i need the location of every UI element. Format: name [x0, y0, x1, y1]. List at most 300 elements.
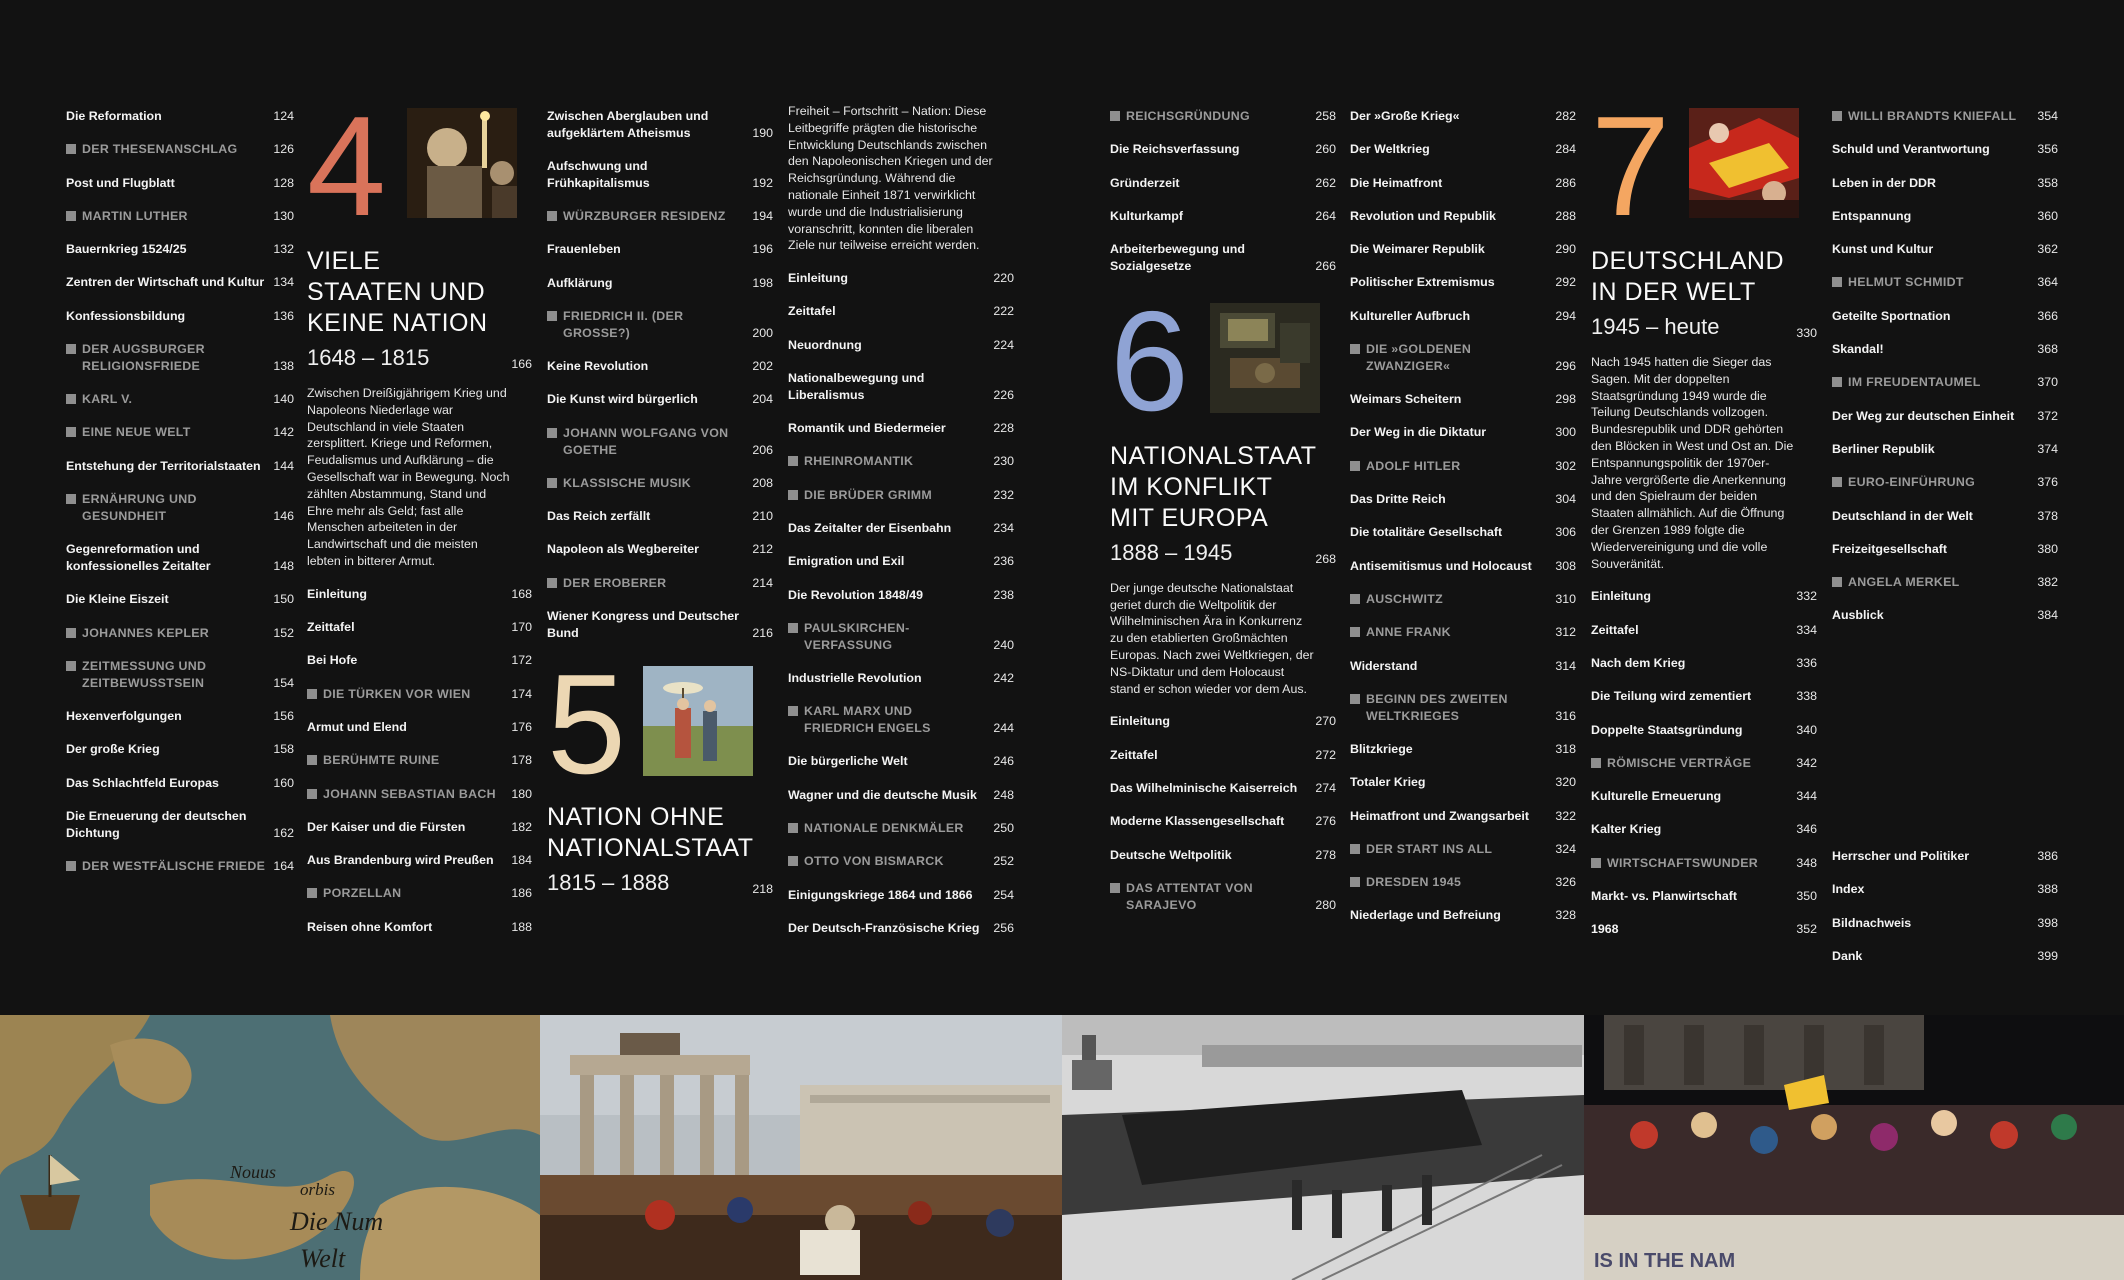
feature-entry[interactable] — [788, 453, 1014, 470]
entry-title: JOHANN SEBASTIAN BACH — [307, 786, 504, 803]
feature-entry[interactable] — [66, 424, 294, 441]
entry-title: Widerstand — [1350, 658, 1418, 673]
entry-page-number: 210 — [752, 509, 773, 524]
entry-page-number: 360 — [2037, 208, 2058, 223]
toc-entry[interactable] — [1110, 175, 1336, 192]
toc-entry[interactable] — [788, 553, 1014, 570]
toc-entry[interactable] — [1350, 741, 1576, 758]
toc-entry[interactable] — [1350, 208, 1576, 225]
chapter-4-intro: Zwischen Dreißigjährigem Krieg und Napoleons Niederlage war Deutschland in viele Staaten zersplittert. Kriege und Reformen, Feudalismus und Aufklärung – die Gesellschaft war in Bewegung. Noch zählten Abstammung, Stand und Ehre mehr als Geld; fast alle Menschen arbeiteten in der Landwirtschaft und die meisten lebten in bitterer Armut. — [307, 386, 510, 568]
toc-entry[interactable] — [547, 275, 773, 292]
feature-entry[interactable] — [66, 391, 294, 408]
entry-page-number: 314 — [1555, 658, 1576, 673]
entry-title: FRIEDRICH II. (DER GROSSE?) — [547, 308, 752, 342]
toc-entry[interactable] — [1110, 241, 1336, 275]
feature-entry[interactable] — [547, 575, 773, 592]
entry-page-number: 216 — [752, 625, 773, 640]
entry-page-number: 296 — [1555, 358, 1576, 373]
entry-title: Emigration und Exil — [788, 554, 905, 569]
toc-entry[interactable] — [66, 591, 294, 608]
entry-page-number: 214 — [752, 575, 773, 590]
toc-entry[interactable] — [1110, 847, 1336, 864]
toc-entry[interactable] — [1591, 688, 1817, 705]
toc-entry[interactable] — [1832, 341, 2058, 358]
chapter-7-header — [1591, 87, 1817, 246]
entry-page-number: 290 — [1555, 242, 1576, 257]
toc-entry[interactable] — [1350, 274, 1576, 291]
toc-entry[interactable] — [1832, 408, 2058, 425]
feature-entry[interactable] — [547, 308, 773, 342]
entry-title: DIE »GOLDENEN ZWANZIGER« — [1350, 341, 1555, 375]
entry-page-number: 286 — [1555, 175, 1576, 190]
entry-page-number: 188 — [511, 919, 532, 934]
entry-page-number: 312 — [1555, 625, 1576, 640]
entry-title: DRESDEN 1945 — [1350, 874, 1469, 891]
toc-entry[interactable] — [547, 508, 773, 525]
entry-page-number: 132 — [273, 242, 294, 257]
toc-column-3 — [547, 108, 773, 910]
entry-title: KLASSISCHE MUSIK — [547, 475, 699, 492]
entry-page-number: 344 — [1796, 789, 1817, 804]
entry-title: Industrielle Revolution — [788, 671, 922, 686]
chapter-number: 5 — [547, 644, 626, 804]
entry-page-number: 376 — [2037, 475, 2058, 490]
feature-entry[interactable] — [66, 208, 294, 225]
feature-entry[interactable] — [66, 491, 294, 525]
chapter-6-header — [1110, 281, 1336, 441]
chapter-7-title: DEUTSCHLAND IN DER WELT — [1591, 247, 1785, 306]
entry-title: IM FREUDENTAUMEL — [1832, 374, 1989, 391]
toc-entry[interactable] — [66, 541, 294, 575]
chapter-7-entries — [1591, 588, 1817, 938]
toc-entry[interactable] — [1350, 391, 1576, 408]
entry-title: Das Schlachtfeld Europas — [66, 775, 219, 790]
entry-title: JOHANNES KEPLER — [66, 625, 217, 642]
toc-column-1 — [66, 108, 294, 891]
entry-title: Heimatfront und Zwangsarbeit — [1350, 808, 1529, 823]
toc-entry[interactable] — [1591, 722, 1817, 739]
entry-title: Aufschwung und Frühkapitalismus — [547, 159, 650, 190]
toc-entry[interactable] — [1110, 780, 1336, 797]
toc-entry[interactable] — [1350, 175, 1576, 192]
entry-title: Konfessionsbildung — [66, 308, 186, 323]
toc-entry[interactable] — [1832, 308, 2058, 325]
toc-entry[interactable] — [1591, 622, 1817, 639]
entry-title: Index — [1832, 882, 1865, 897]
toc-entry[interactable] — [1832, 607, 2058, 624]
entry-page-number: 174 — [511, 686, 532, 701]
toc-entry[interactable] — [66, 241, 294, 258]
feature-entry[interactable] — [788, 620, 1014, 654]
toc-entry[interactable] — [1350, 491, 1576, 508]
entry-title: Moderne Klassengesellschaft — [1110, 814, 1285, 829]
entry-title: KARL MARX UND FRIEDRICH ENGELS — [788, 703, 993, 737]
entry-title: WILLI BRANDTS KNIEFALL — [1832, 108, 2024, 125]
toc-entry[interactable] — [1350, 424, 1576, 441]
entry-page-number: 368 — [2037, 342, 2058, 357]
entry-title: BERÜHMTE RUINE — [307, 752, 447, 769]
toc-entry[interactable] — [1591, 588, 1817, 605]
toc-entry[interactable] — [66, 741, 294, 758]
toc-entry[interactable] — [547, 358, 773, 375]
entry-page-number: 322 — [1555, 808, 1576, 823]
entry-page-number: 258 — [1315, 109, 1336, 123]
entry-title: Die totalitäre Gesellschaft — [1350, 525, 1503, 540]
entry-page-number: 144 — [273, 458, 294, 473]
toc-entry[interactable] — [1350, 774, 1576, 791]
feature-entry[interactable] — [307, 885, 532, 902]
entry-page-number: 246 — [993, 754, 1014, 769]
period-text: 1648 – 1815 — [307, 345, 430, 370]
toc-entry[interactable] — [66, 775, 294, 792]
map-label: Die Num — [290, 1207, 384, 1236]
toc-entry[interactable] — [66, 274, 294, 291]
entry-title: Gegenreformation und konfessionelles Zeitalter — [66, 542, 211, 573]
toc-entry[interactable] — [1591, 788, 1817, 805]
entry-title: Ausblick — [1832, 608, 1884, 623]
entry-page-number: 354 — [2037, 109, 2058, 123]
toc-entry[interactable] — [66, 458, 294, 475]
feature-entry[interactable] — [1591, 755, 1817, 772]
chapter-number: 6 — [1110, 281, 1189, 441]
entry-title: Freizeitgesellschaft — [1832, 541, 1948, 556]
toc-entry[interactable] — [307, 852, 532, 869]
toc-entry[interactable] — [307, 819, 532, 836]
feature-entry[interactable] — [1832, 374, 2058, 391]
entry-title: Der große Krieg — [66, 742, 160, 757]
entry-page-number: 260 — [1315, 142, 1336, 157]
entry-page-number: 378 — [2037, 508, 2058, 523]
toc-entry[interactable] — [1350, 658, 1576, 675]
entry-page-number: 272 — [1315, 747, 1336, 762]
toc-entry[interactable] — [1832, 241, 2058, 258]
feature-entry[interactable] — [66, 341, 294, 375]
toc-entry[interactable] — [1350, 141, 1576, 158]
entry-page-number: 340 — [1796, 722, 1817, 737]
toc-entry[interactable] — [788, 920, 1014, 937]
entry-title: Gründerzeit — [1110, 175, 1180, 190]
toc-entry[interactable] — [788, 370, 1014, 404]
entry-page-number: 352 — [1796, 922, 1817, 937]
toc-entry[interactable] — [307, 919, 532, 936]
entry-title: Deutschland in der Welt — [1832, 508, 1973, 523]
toc-entry[interactable] — [1832, 948, 2058, 965]
page-number: 218 — [752, 881, 773, 896]
entry-title: Reisen ohne Komfort — [307, 919, 433, 934]
entry-title: JOHANN WOLFGANG VON GOETHE — [547, 425, 752, 459]
feature-entry[interactable] — [1591, 855, 1817, 872]
entry-page-number: 146 — [273, 508, 294, 523]
entry-title: Weimars Scheitern — [1350, 392, 1462, 407]
toc-entry[interactable] — [1591, 921, 1817, 938]
entry-title: OTTO VON BISMARCK — [788, 853, 952, 870]
entry-title: Einleitung — [788, 271, 848, 286]
toc-entry[interactable] — [1350, 241, 1576, 258]
entry-title: Schuld und Verantwortung — [1832, 142, 1990, 157]
entry-title: Zeittafel — [307, 620, 355, 635]
toc-entry[interactable] — [1350, 907, 1576, 924]
entry-title: Armut und Elend — [307, 719, 407, 734]
toc-column-7 — [1591, 87, 1817, 955]
entry-title: Revolution und Republik — [1350, 208, 1496, 223]
chapter-5-image — [643, 666, 753, 776]
toc-entry[interactable] — [1591, 655, 1817, 672]
entry-page-number: 152 — [273, 625, 294, 640]
feature-entry[interactable] — [1832, 108, 2058, 125]
toc-entry[interactable] — [788, 887, 1014, 904]
entry-page-number: 298 — [1555, 392, 1576, 407]
chapter-6-period — [1110, 540, 1336, 566]
feature-entry[interactable] — [1350, 841, 1576, 858]
toc-entry[interactable] — [66, 308, 294, 325]
feature-entry[interactable] — [66, 858, 294, 875]
feature-entry[interactable] — [1110, 108, 1336, 125]
chapter-4-entries — [307, 586, 532, 936]
entry-page-number: 334 — [1796, 622, 1817, 637]
period-text: 1888 – 1945 — [1110, 539, 1233, 565]
feature-entry[interactable] — [1832, 574, 2058, 591]
toc-entry[interactable] — [66, 108, 294, 125]
toc-entry[interactable] — [1591, 888, 1817, 905]
entry-title: ANNE FRANK — [1350, 624, 1459, 641]
entry-title: Bildnachweis — [1832, 915, 1912, 930]
page-number: 268 — [1315, 551, 1336, 566]
entry-title: REICHSGRÜNDUNG — [1110, 108, 1258, 125]
feature-entry[interactable] — [788, 487, 1014, 504]
entry-title: Aus Brandenburg wird Preußen — [307, 853, 494, 868]
page-number: 166 — [511, 357, 532, 371]
entry-title: ERNÄHRUNG UND GESUNDHEIT — [66, 491, 273, 525]
period-text: 1945 – heute — [1591, 314, 1720, 339]
entry-page-number: 366 — [2037, 308, 2058, 323]
entry-page-number: 162 — [273, 825, 294, 840]
feature-entry[interactable] — [547, 475, 773, 492]
entry-title: Entspannung — [1832, 208, 1912, 223]
entry-page-number: 294 — [1555, 308, 1576, 323]
feature-entry[interactable] — [1350, 691, 1576, 725]
map-label: Nouus — [230, 1162, 277, 1182]
feature-entry[interactable] — [1350, 341, 1576, 375]
entry-title: Der Kaiser und die Fürsten — [307, 819, 466, 834]
toc-entry[interactable] — [547, 158, 773, 192]
entry-page-number: 292 — [1555, 275, 1576, 290]
toc-entry[interactable] — [1832, 175, 2058, 192]
feature-entry[interactable] — [66, 658, 294, 692]
entry-title: Entstehung der Territorialstaaten — [66, 458, 261, 473]
toc-entry[interactable] — [788, 520, 1014, 537]
feature-entry[interactable] — [1832, 474, 2058, 491]
entry-title: Hexenverfolgungen — [66, 708, 182, 723]
feature-entry[interactable] — [66, 625, 294, 642]
toc-entry[interactable] — [1350, 558, 1576, 575]
toc-entry[interactable] — [66, 808, 294, 842]
toc-entry[interactable] — [307, 652, 532, 669]
toc-entry[interactable] — [66, 708, 294, 725]
entry-title: Nationalbewegung und Liberalismus — [788, 371, 925, 402]
entry-title: Der Deutsch-Französische Krieg — [788, 920, 980, 935]
entry-title: Die bürgerliche Welt — [788, 754, 908, 769]
toc-entry[interactable] — [547, 541, 773, 558]
toc-entry[interactable] — [788, 587, 1014, 604]
toc-entry[interactable] — [1110, 713, 1336, 730]
feature-entry[interactable] — [307, 786, 532, 803]
toc-entry[interactable] — [307, 619, 532, 636]
toc-entry[interactable] — [66, 175, 294, 192]
toc-entry[interactable] — [547, 108, 773, 142]
entry-page-number: 336 — [1796, 655, 1817, 670]
entry-page-number: 306 — [1555, 525, 1576, 540]
toc-entry[interactable] — [788, 670, 1014, 687]
entry-title: Romantik und Biedermeier — [788, 421, 946, 436]
feature-entry[interactable] — [1110, 880, 1336, 914]
entry-page-number: 198 — [752, 275, 773, 290]
entry-page-number: 308 — [1555, 558, 1576, 573]
feature-entry[interactable] — [547, 425, 773, 459]
toc-entry[interactable] — [547, 608, 773, 642]
toc-entry[interactable] — [1110, 813, 1336, 830]
entry-page-number: 264 — [1315, 208, 1336, 223]
entry-title: PORZELLAN — [307, 885, 409, 902]
chapter-7-entries-cont — [1832, 108, 2058, 624]
feature-entry[interactable] — [788, 703, 1014, 737]
entry-title: Totaler Krieg — [1350, 775, 1426, 790]
entry-title: Nach dem Krieg — [1591, 655, 1686, 670]
entry-page-number: 362 — [2037, 242, 2058, 257]
entry-page-number: 338 — [1796, 689, 1817, 704]
entry-page-number: 346 — [1796, 822, 1817, 837]
entry-title: KARL V. — [66, 391, 140, 408]
entry-title: RHEINROMANTIK — [788, 453, 921, 470]
toc-entry[interactable] — [547, 391, 773, 408]
entry-page-number: 250 — [993, 821, 1014, 836]
entry-title: Zeittafel — [1591, 622, 1639, 637]
chapter-number: 4 — [307, 87, 386, 246]
entry-title: Der Weg in die Diktatur — [1350, 425, 1487, 440]
toc-entry[interactable] — [1832, 848, 2058, 865]
toc-entry[interactable] — [307, 586, 532, 603]
toc-entry[interactable] — [788, 270, 1014, 287]
entry-title: EINE NEUE WELT — [66, 424, 199, 441]
entry-page-number: 170 — [511, 620, 532, 635]
entry-page-number: 320 — [1555, 775, 1576, 790]
toc-entry[interactable] — [1110, 747, 1336, 764]
entry-page-number: 370 — [2037, 375, 2058, 390]
feature-entry[interactable] — [307, 752, 532, 769]
feature-entry[interactable] — [1350, 624, 1576, 641]
feature-entry[interactable] — [1350, 874, 1576, 891]
entry-page-number: 182 — [511, 819, 532, 834]
entry-title: Einleitung — [307, 586, 367, 601]
toc-entry[interactable] — [1832, 208, 2058, 225]
feature-entry[interactable] — [547, 208, 773, 225]
toc-entry[interactable] — [788, 420, 1014, 437]
entry-title: WIRTSCHAFTSWUNDER — [1591, 855, 1766, 872]
entry-page-number: 284 — [1555, 142, 1576, 157]
entry-title: Zwischen Aberglauben und aufgeklärtem Atheismus — [547, 109, 709, 140]
entry-page-number: 399 — [2037, 948, 2058, 963]
toc-entry[interactable] — [547, 241, 773, 258]
entry-page-number: 266 — [1315, 258, 1336, 273]
feature-entry[interactable] — [1350, 591, 1576, 608]
toc-entry[interactable] — [1350, 308, 1576, 325]
entry-title: Kalter Krieg — [1591, 822, 1662, 837]
entry-page-number: 300 — [1555, 425, 1576, 440]
entry-title: Leben in der DDR — [1832, 175, 1936, 190]
toc-column-8 — [1832, 108, 2058, 963]
entry-title: Der Weg zur deutschen Einheit — [1832, 408, 2015, 423]
entry-page-number: 154 — [273, 675, 294, 690]
entry-page-number: 142 — [273, 425, 294, 440]
entry-page-number: 150 — [273, 592, 294, 607]
toc-entry[interactable] — [1591, 821, 1817, 838]
entry-page-number: 358 — [2037, 175, 2058, 190]
toc-entry[interactable] — [788, 303, 1014, 320]
toc-entry[interactable] — [1832, 508, 2058, 525]
entry-title: MARTIN LUTHER — [66, 208, 196, 225]
entry-page-number: 124 — [273, 109, 294, 123]
chapter-6-entries-cont — [1350, 108, 1576, 924]
toc-entry[interactable] — [1832, 141, 2058, 158]
feature-entry[interactable] — [1350, 458, 1576, 475]
toc-entry[interactable] — [1832, 881, 2058, 898]
entry-page-number: 126 — [273, 142, 294, 157]
entry-title: Bauernkrieg 1524/25 — [66, 242, 187, 257]
entry-page-number: 348 — [1796, 855, 1817, 870]
feature-entry[interactable] — [1832, 274, 2058, 291]
toc-entry[interactable] — [1832, 915, 2058, 932]
chapter-4-image — [407, 108, 517, 218]
toc-entry[interactable] — [1110, 208, 1336, 225]
page-number: 330 — [1796, 326, 1817, 340]
wall-graffiti: IS IN THE NAM — [1594, 1250, 1736, 1272]
entry-page-number: 242 — [993, 671, 1014, 686]
feature-entry[interactable] — [788, 820, 1014, 837]
toc-entry[interactable] — [307, 719, 532, 736]
toc-entry[interactable] — [1110, 141, 1336, 158]
entry-page-number: 350 — [1796, 889, 1817, 904]
toc-entry[interactable] — [788, 753, 1014, 770]
entry-title: Einleitung — [1110, 714, 1170, 729]
entry-title: Skandal! — [1832, 342, 1884, 357]
toc-entry[interactable] — [1832, 541, 2058, 558]
entry-title: Die Reichsverfassung — [1110, 142, 1240, 157]
toc-entry[interactable] — [1350, 108, 1576, 125]
toc-entry[interactable] — [1350, 808, 1576, 825]
entry-title: DER THESENANSCHLAG — [66, 141, 245, 158]
entry-page-number: 194 — [752, 209, 773, 224]
entry-title: Die Revolution 1848/49 — [788, 587, 923, 602]
feature-entry[interactable] — [66, 141, 294, 158]
toc-entry[interactable] — [788, 337, 1014, 354]
chapter-7-intro: Nach 1945 hatten die Sieger das Sagen. Mit der doppelten Staatsgründung 1949 wurde die Teilung Deutschlands vollzogen. Bundesrepublik und DDR gehörten den Blöcken in West und Ost an. Die Entspannungspolitik der 1970er-Jahre vergrößerte die Anerkennung und den Spielraum der beiden Staaten allmählich. Auf die Öffnung der Grenzen 1989 folgte die Wiedervereinigung und die volle Souveränität. — [1591, 355, 1794, 571]
entry-title: Einleitung — [1591, 589, 1651, 604]
toc-entry[interactable] — [1350, 524, 1576, 541]
entry-title: Die Kunst wird bürgerlich — [547, 392, 698, 407]
entry-title: Das Dritte Reich — [1350, 492, 1446, 507]
feature-entry[interactable] — [307, 686, 532, 703]
feature-entry[interactable] — [788, 853, 1014, 870]
entry-page-number: 220 — [993, 271, 1014, 286]
entry-title: Kunst und Kultur — [1832, 242, 1934, 257]
entry-title: Bei Hofe — [307, 653, 358, 668]
entry-page-number: 190 — [752, 125, 773, 140]
entry-page-number: 288 — [1555, 208, 1576, 223]
entry-title: EURO-EINFÜHRUNG — [1832, 474, 1983, 491]
toc-entry[interactable] — [1832, 441, 2058, 458]
toc-entry[interactable] — [788, 787, 1014, 804]
chapter-5-title: NATION OHNE NATIONALSTAAT — [547, 802, 754, 862]
map-image — [0, 1015, 540, 1280]
